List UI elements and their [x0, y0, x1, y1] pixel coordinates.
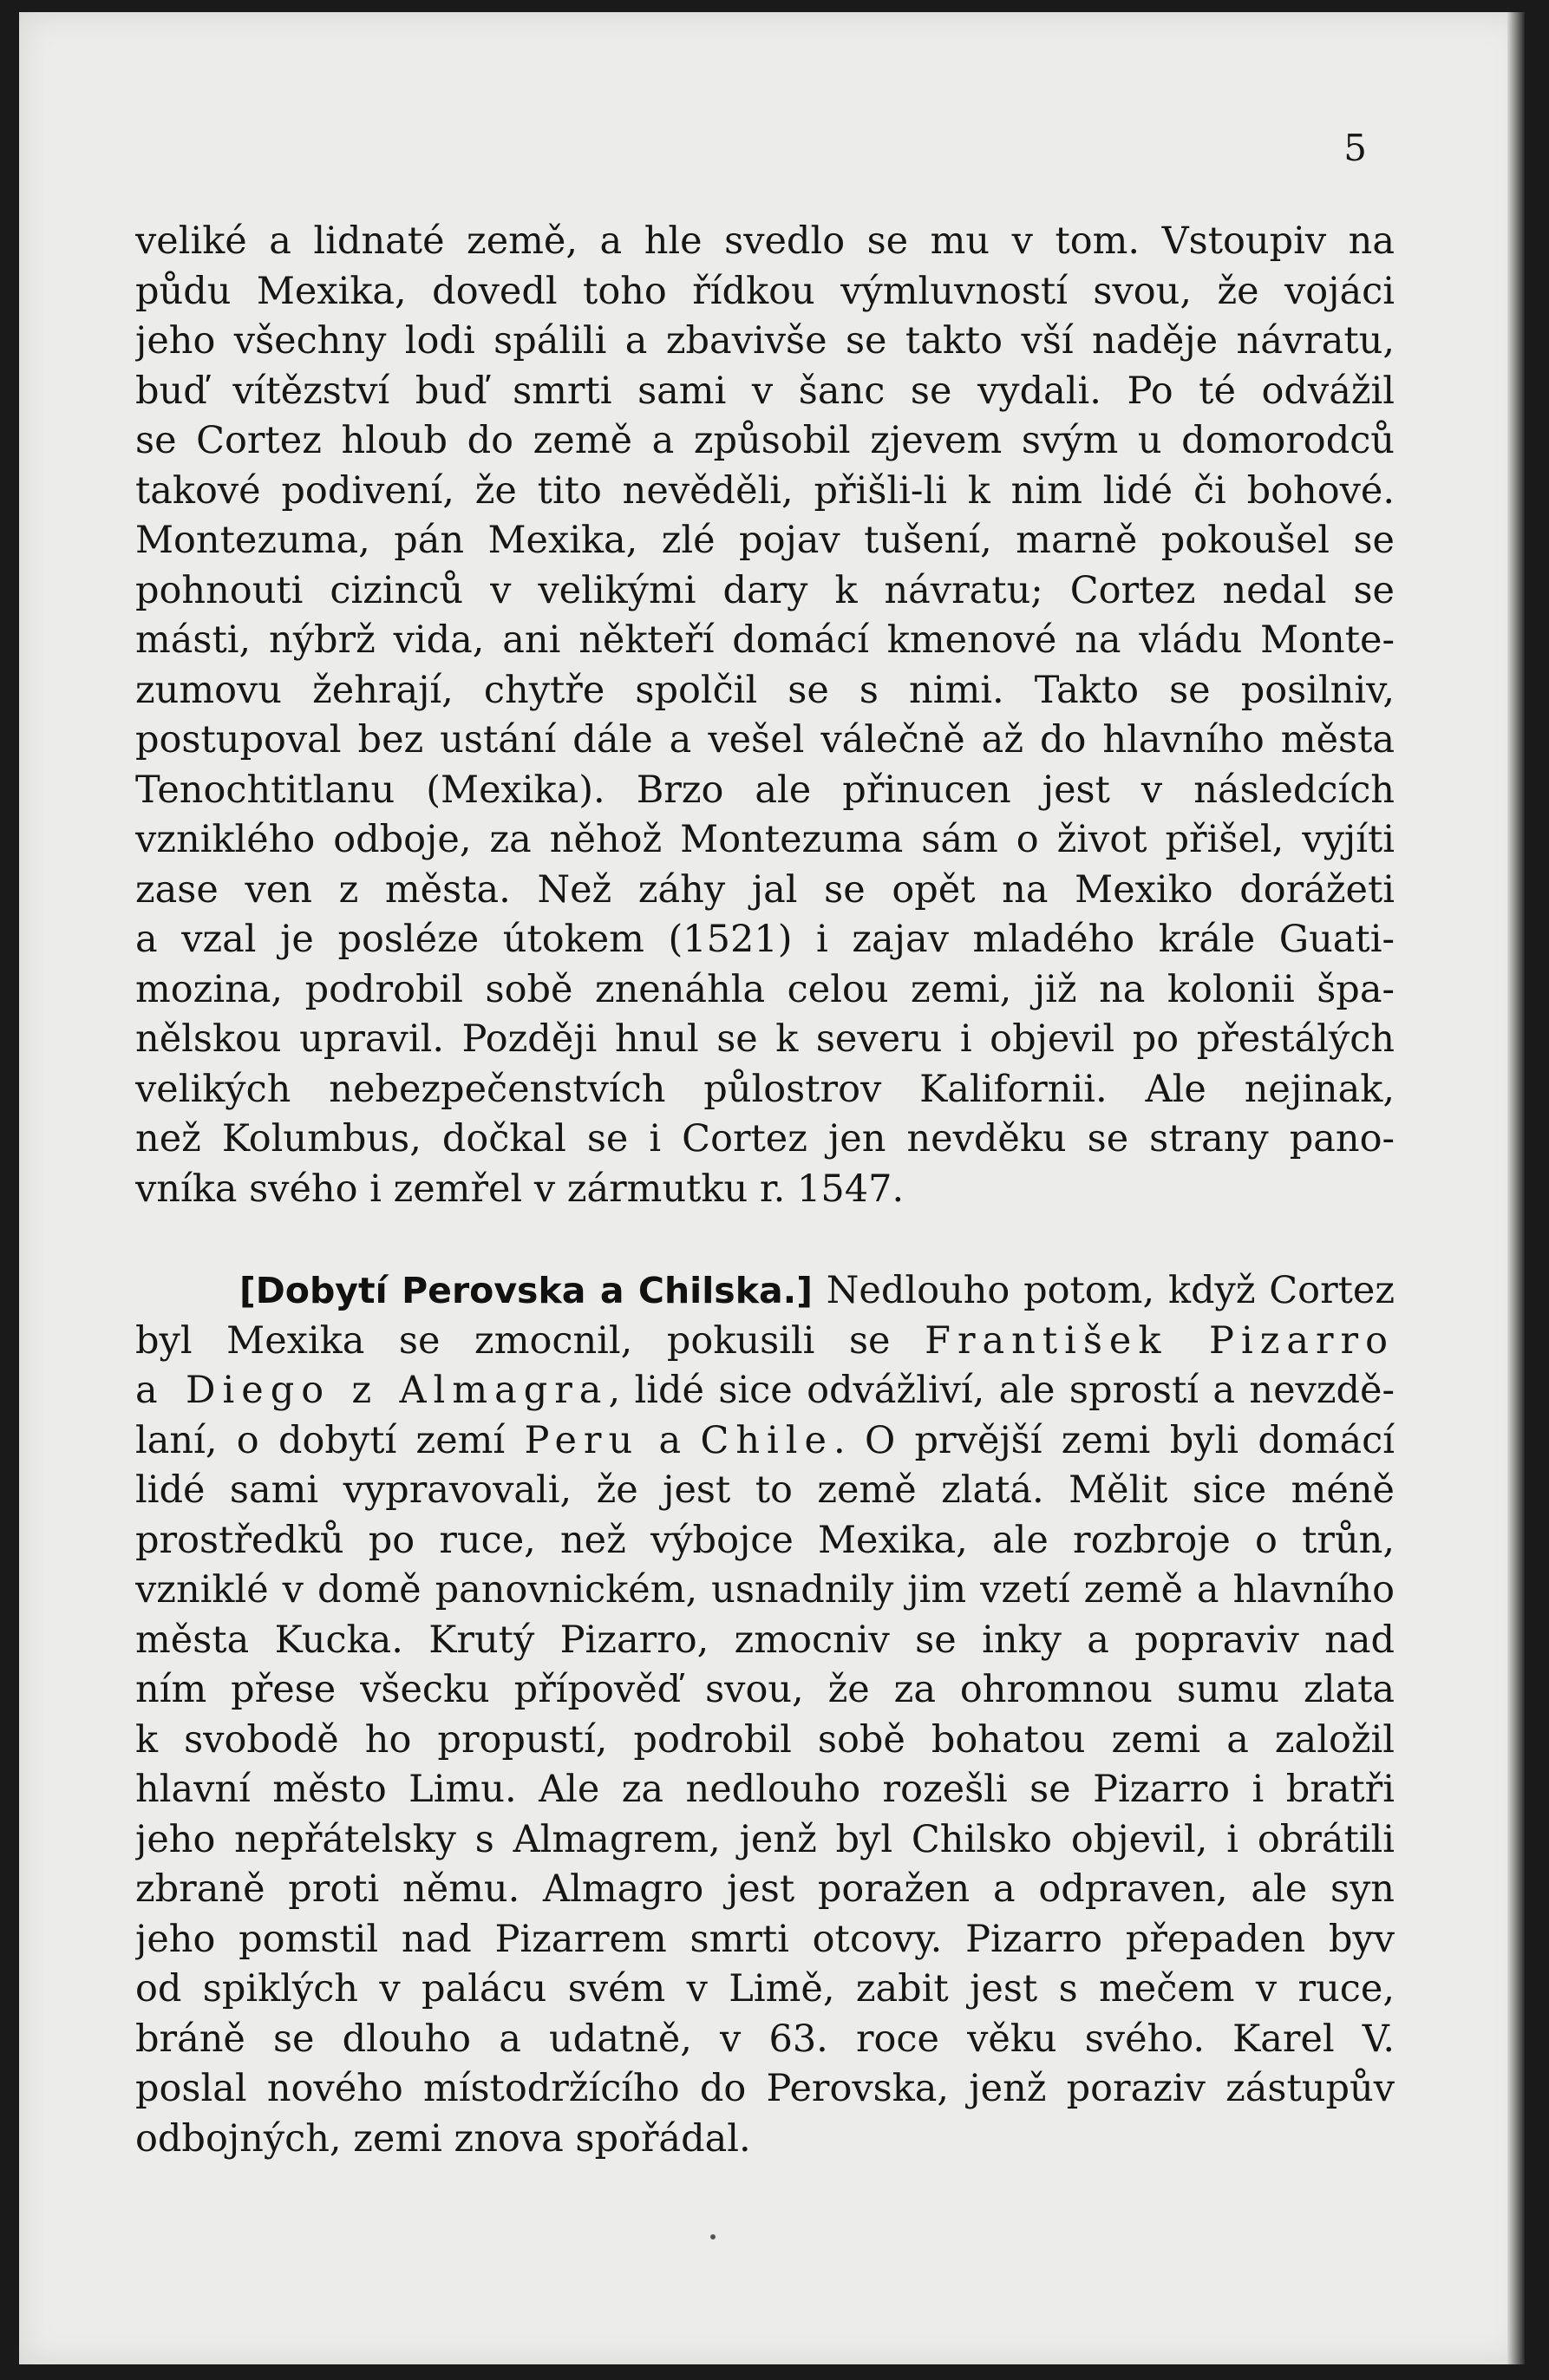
text-line: [135, 1317, 1395, 1367]
text-line: a vzal je posléze útokem (1521) i zajav mladého krále Guati-: [135, 918, 1395, 961]
text-line: Montezuma, pán Mexika, zlé pojav tušení, marně pokoušel se: [135, 519, 1395, 562]
text-line: se Cortez hloub do země a způsobil zjevem svým u domorodců: [135, 419, 1395, 462]
person-name: František Pizarro: [925, 1318, 1395, 1363]
text-line: půdu Mexika, dovedl toho řídkou výmluvností svou, že vojáci: [135, 269, 1395, 313]
text-line: velikých nebezpečenstvích půlostrov Kalifornii. Ale nejinak,: [135, 1067, 1395, 1111]
text-line: jeho nepřátelsky s Almagrem, jenž byl Chilsko objevil, i obrátili: [135, 1817, 1395, 1861]
text-line: k svobodě ho propustí, podrobil sobě bohatou zemi a založil: [135, 1717, 1395, 1762]
text-line: vzniklé v domě panovnickém, usnadnily jim vzetí země a hlavního: [135, 1568, 1395, 1612]
body-text: [135, 217, 1395, 2164]
place-name: Chile: [700, 1418, 833, 1462]
text-line: od spiklých v palácu svém v Limě, zabit jest s mečem v ruce,: [135, 1967, 1395, 2011]
text-line: nělskou upravil. Později hnul se k severu i objevil po přestálých: [135, 1017, 1395, 1061]
text-run: Nedlouho potom, když Cortez: [812, 1269, 1395, 1312]
page-edge-shadow: [1507, 12, 1525, 2364]
text-line: másti, nýbrž vida, ani někteří domácí kmenové na vládu Monte-: [135, 618, 1395, 662]
text-line: hlavní město Limu. Ale za nedlouho rozešli se Pizarro i bratři: [135, 1768, 1395, 1811]
paragraph-gap: [135, 1214, 1395, 1266]
text-line: postupoval bez ustání dále a vešel válečně až do hlavního města: [135, 718, 1395, 762]
text-line: takové podivení, že tito nevěděli, přišli-li k nim lidé či bohové.: [135, 468, 1395, 513]
text-line: než Kolumbus, dočkal se i Cortez jen nevděku se strany pano-: [135, 1117, 1395, 1161]
text-line: vníka svého i zemřel v zármutku r. 1547.: [135, 1167, 905, 1211]
text-line: lidé sami vypravovali, že jest to země zlatá. Mělit sice méně: [135, 1468, 1395, 1512]
text-line: vzniklého odboje, za něhož Montezuma sám o život přišel, vyjíti: [135, 818, 1395, 861]
text-line: poslal nového místodržícího do Perovska, jenž poraziv zástupův: [135, 2067, 1395, 2110]
text-line: ním přese všecku přípověď svou, že za ohromnou sumu zlata: [135, 1668, 1395, 1711]
text-line: mozina, podrobil sobě znenáhla celou zemi, již na kolonii špa-: [135, 967, 1395, 1011]
text-run: laní, o dobytí zemí: [135, 1418, 525, 1462]
book-page: [19, 12, 1525, 2364]
text-line: bráně se dlouho a udatně, v 63. roce věku svého. Karel V.: [135, 2017, 1395, 2061]
person-name: a Diego z Almagra: [135, 1369, 609, 1412]
text-line: zbraně proti němu. Almagro jest poražen a odpraven, ale syn: [135, 1867, 1395, 1911]
text-line: [135, 1266, 1395, 1317]
text-line: odbojných, zemi znova spořádal.: [135, 2116, 751, 2161]
text-line: prostředků po ruce, než výbojce Mexika, ale rozbroje o trůn,: [135, 1518, 1395, 1562]
text-line: [135, 1416, 1395, 1467]
text-run: . O prvější zemi byli domácí: [833, 1418, 1395, 1462]
text-run: , lidé sice odvážliví, ale sprostí a nevzdě-: [608, 1369, 1395, 1412]
text-line: zumovu žehrají, chytře spolčil se s nimi. Takto se posilniv,: [135, 668, 1395, 712]
paper-speck: [710, 2234, 716, 2239]
text-run: byl Mexika se zmocnil, pokusili se: [135, 1318, 925, 1363]
section-heading: [Dobytí Perovska a Chilska.]: [239, 1270, 813, 1311]
text-run: a: [639, 1418, 701, 1462]
text-line: buď vítězství buď smrti sami v šanc se vydali. Po té odvážil: [135, 369, 1395, 413]
text-line: města Kucka. Krutý Pizarro, zmocniv se inky a popraviv nad: [135, 1618, 1395, 1662]
text-line: jeho pomstil nad Pizarrem smrti otcovy. Pizarro přepaden byv: [135, 1917, 1395, 1961]
text-line: jeho všechny lodi spálili a zbavivše se takto vší naděje návratu,: [135, 319, 1395, 363]
text-line: Tenochtitlanu (Mexika). Brzo ale přinucen jest v následcích: [135, 768, 1395, 812]
place-name: Peru: [524, 1418, 640, 1462]
text-line: pohnouti cizinců v velikými dary k návratu; Cortez nedal se: [135, 568, 1395, 612]
page-number: 5: [1343, 127, 1367, 169]
text-line: zase ven z města. Než záhy jal se opět na Mexiko dorážeti: [135, 867, 1395, 912]
text-line: veliké a lidnaté země, a hle svedlo se mu v tom. Vstoupiv na: [135, 219, 1395, 263]
text-line: [135, 1366, 1395, 1416]
